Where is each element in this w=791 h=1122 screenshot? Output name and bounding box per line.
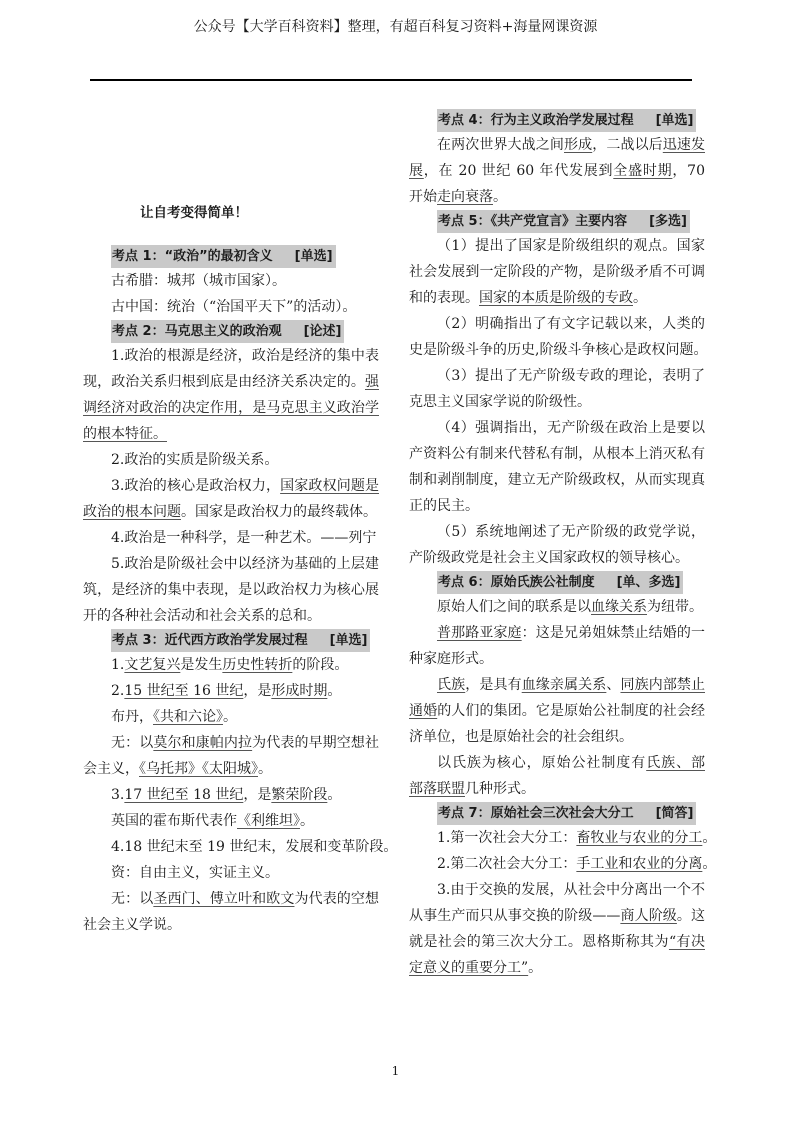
text-segment: 5.政治是阶级社会中以经济为基础的上层建 — [111, 556, 379, 572]
text-segment: 和的表现。 — [409, 290, 479, 306]
section-heading — [409, 802, 705, 825]
heading-highlight — [111, 245, 336, 268]
heading-label: 考点 3：近代西方政治学发展过程 — [112, 633, 308, 648]
text-line — [409, 259, 705, 285]
text-segment: 英国的霍布斯代表作 — [111, 813, 237, 829]
text-line — [409, 441, 705, 467]
underlined-key-point: 形成 — [564, 137, 593, 153]
text-segment: 。 — [633, 290, 647, 306]
underlined-key-point: 形成时期 — [271, 683, 328, 699]
underlined-key-point: 文艺复兴 — [124, 657, 181, 673]
text-segment: 的阶段。 — [292, 657, 349, 673]
page-number: 1 — [391, 1064, 400, 1078]
text-line — [83, 577, 379, 603]
text-segment: 社会主义学说。 — [83, 917, 181, 933]
text-line — [83, 268, 379, 294]
text-segment: 。 — [327, 787, 342, 803]
underlined-key-point: 全盛时期 — [613, 163, 673, 179]
underlined-key-point: 手工业和农业的分离 — [576, 856, 703, 872]
text-segment: 济单位，也是原始社会的社会组织。 — [409, 729, 633, 745]
text-line — [83, 730, 379, 756]
text-line — [409, 363, 705, 389]
text-line — [409, 545, 705, 571]
text-segment: （3）提出了无产阶级专政的理论，表明了 — [437, 368, 705, 384]
section-heading — [409, 109, 705, 132]
text-segment: 制和剥削制度，建立无产阶级政权，从而实现真 — [409, 472, 705, 488]
text-line — [409, 337, 708, 363]
text-segment: 的人们的集团。它是原始公社制度的社会经 — [437, 703, 705, 719]
underlined-key-point: 17 世纪至 18 世纪 — [124, 787, 244, 803]
text-line — [409, 672, 705, 698]
underlined-key-point: 繁荣阶段 — [271, 787, 328, 803]
heading-label: 考点 2：马克思主义的政治观 — [112, 324, 282, 339]
text-line — [409, 389, 705, 415]
question-type-tag: [单选] — [329, 633, 368, 648]
underlined-key-point: 普那路亚家庭 — [437, 625, 522, 641]
underlined-key-point: 商人阶级 — [620, 908, 677, 924]
text-line — [83, 886, 379, 912]
text-segment: ，70 — [672, 163, 705, 179]
underlined-key-point: 莫尔和康帕内拉 — [153, 735, 253, 751]
text-segment: 。 — [223, 709, 237, 725]
text-line — [409, 594, 705, 620]
question-type-tag: [简答] — [655, 806, 694, 821]
heading-highlight — [437, 802, 696, 825]
text-segment: （1）提出了国家是阶级组织的观点。国家 — [437, 238, 705, 254]
question-type-tag: [单选] — [655, 113, 694, 128]
underlined-key-point: 《乌托邦》《太阳城》 — [139, 761, 258, 777]
question-type-tag: [单、多选] — [616, 575, 681, 590]
underlined-key-point: 氏族 — [437, 677, 466, 693]
text-line — [83, 294, 379, 320]
text-line — [409, 493, 705, 519]
text-segment: 3. — [111, 787, 125, 803]
text-segment: 社会发展到一定阶段的产物，是阶级矛盾不可调 — [409, 264, 705, 280]
underlined-key-point: 15 世纪至 16 世纪 — [124, 683, 244, 699]
heading-highlight — [437, 109, 696, 132]
text-line — [409, 776, 705, 802]
text-segment: ，是 — [243, 683, 272, 699]
text-segment: 就是社会的第三次大分工。恩格斯称其为 — [409, 934, 669, 950]
text-segment: 。 — [702, 830, 717, 846]
text-segment: 。 — [300, 813, 314, 829]
text-segment: 2. — [111, 683, 125, 699]
text-segment: 会主义， — [83, 761, 139, 777]
text-segment: ，是 — [243, 787, 272, 803]
text-segment: 3.由于交换的发展，从社会中分离出一个不 — [437, 882, 705, 898]
text-segment: （5）系统地阐述了无产阶级的政党学说， — [437, 524, 705, 540]
text-segment: ，在 20 世纪 60 年代发展到 — [423, 163, 614, 179]
text-segment: 2.第二次社会大分工： — [437, 856, 577, 872]
text-segment: 为代表的空想 — [294, 891, 379, 907]
heading-highlight — [111, 629, 370, 652]
text-segment: 开始 — [409, 189, 437, 205]
heading-label: 考点 4：行为主义政治学发展过程 — [438, 113, 634, 128]
text-segment: 4.18 世纪末至 19 世纪末，发展和变革阶段。 — [111, 839, 398, 855]
text-segment: 筑，是经济的集中表现，是以政治权力为核心展 — [83, 582, 379, 598]
heading-highlight — [437, 210, 690, 233]
text-segment: 克思主义国家学说的阶级性。 — [409, 394, 591, 410]
text-line — [83, 525, 379, 551]
text-line — [83, 395, 379, 421]
text-line — [83, 756, 379, 782]
text-line — [409, 132, 705, 158]
text-segment: 开的各种社会活动和社会关系的总和。 — [83, 608, 321, 624]
text-segment: 4.政治是一种科学，是一种艺术。——列宁 — [111, 530, 377, 546]
text-line — [409, 929, 705, 955]
underlined-key-point: 的根本特征。 — [83, 426, 167, 442]
text-line — [83, 808, 379, 834]
underlined-key-point: 展 — [409, 163, 424, 179]
text-line — [409, 698, 705, 724]
text-segment: 产阶级政党是社会主义国家政权的领导核心。 — [409, 550, 689, 566]
text-line — [83, 834, 398, 860]
text-line — [409, 620, 705, 646]
underlined-key-point: 畜牧业与农业的分工 — [576, 830, 703, 846]
text-segment: 为代表的早期空想社 — [252, 735, 379, 751]
underlined-key-point: 血缘亲属关系 — [521, 677, 607, 693]
text-line — [83, 912, 379, 938]
left-column — [83, 245, 398, 938]
text-line — [83, 447, 379, 473]
text-segment: 现，政治关系归根到底是由经济关系决定的。 — [83, 374, 365, 390]
right-column — [409, 109, 717, 981]
underlined-key-point: 强 — [365, 374, 379, 390]
question-type-tag: [单选] — [294, 249, 333, 264]
text-segment: 。 — [327, 683, 342, 699]
heading-label: 考点 1：“政治”的最初含义 — [112, 249, 273, 264]
underlined-key-point: 国家的本质是阶级的专政 — [479, 290, 633, 306]
text-segment: 1.第一次社会大分工： — [437, 830, 577, 846]
text-segment: 无：以 — [111, 891, 154, 907]
heading-label: 考点 6：原始氏族公社制度 — [438, 575, 595, 590]
text-line — [83, 499, 379, 525]
section-heading — [83, 629, 379, 652]
text-line — [409, 415, 705, 441]
underlined-key-point: 走向衰落 — [437, 189, 493, 205]
text-line — [83, 603, 379, 629]
section-heading — [409, 571, 705, 594]
text-segment: 。这 — [676, 908, 705, 924]
text-line — [409, 955, 705, 981]
text-line — [409, 646, 705, 672]
text-segment: 、 — [606, 677, 621, 693]
text-line — [409, 467, 705, 493]
text-segment: 为纽带。 — [647, 599, 703, 615]
text-segment: ：这是兄弟姐妹禁止结婚的一 — [521, 625, 705, 641]
section-heading — [83, 320, 379, 343]
text-segment: 无：以 — [111, 735, 154, 751]
text-line — [83, 473, 379, 499]
underlined-key-point: 部落联盟 — [409, 781, 465, 797]
underlined-key-point: 历史性转折 — [222, 657, 293, 673]
text-segment: 几种形式。 — [465, 781, 535, 797]
slogan: 让自考变得简单！ — [140, 205, 248, 221]
text-segment: 。 — [702, 856, 717, 872]
question-type-tag: [论述] — [303, 324, 342, 339]
text-segment: ，二战以后 — [592, 137, 663, 153]
text-line — [409, 233, 705, 259]
text-line — [409, 903, 705, 929]
text-segment: 史是阶级斗争的历史,阶级斗争核心是政权问题。 — [409, 342, 708, 358]
question-type-tag: [多选] — [649, 214, 687, 229]
text-segment: 1. — [111, 657, 125, 673]
heading-label: 考点 5：《共产党宣言》主要内容 — [438, 214, 628, 229]
page-header: 公众号【大学百科资料】整理，有超百科复习资料+海量网课资源 — [193, 19, 598, 35]
text-line — [409, 311, 705, 337]
text-segment: 以氏族为核心，原始公社制度有 — [437, 755, 647, 771]
text-line — [409, 724, 705, 750]
text-segment: 1.政治的根源是经济，政治是经济的集中表 — [111, 348, 379, 364]
underlined-key-point: 定意义的重要分工” — [409, 960, 529, 976]
text-segment: 古中国：统治（“治国平天下”的活动）。 — [111, 299, 357, 315]
text-line — [83, 652, 379, 678]
text-line — [83, 551, 379, 577]
text-segment: 资：自由主义，实证主义。 — [111, 865, 279, 881]
text-line — [83, 704, 379, 730]
text-line — [83, 369, 379, 395]
text-line — [83, 678, 379, 704]
text-line — [409, 184, 705, 210]
text-segment: （2）明确指出了有文字记载以来，人类的 — [437, 316, 705, 332]
heading-label: 考点 7：原始社会三次社会大分工 — [438, 806, 634, 821]
underlined-key-point: 氏族、部 — [646, 755, 705, 771]
text-line — [83, 860, 379, 886]
text-segment: 在两次世界大战之间 — [437, 137, 564, 153]
text-segment: 。 — [493, 189, 507, 205]
text-line — [409, 851, 717, 877]
text-line — [409, 285, 705, 311]
text-segment: 从事生产而只从事交换的阶级—— — [409, 908, 621, 924]
text-line — [409, 158, 705, 184]
text-line — [409, 519, 705, 545]
text-segment: 是发生 — [180, 657, 223, 673]
text-segment: 产资料公有制来代替私有制，从根本上消灭私有 — [409, 446, 705, 462]
text-segment: ，是具有 — [465, 677, 522, 693]
text-segment: 布丹， — [111, 709, 153, 725]
section-heading — [83, 245, 379, 268]
underlined-key-point: 圣西门、傅立叶和欧文 — [153, 891, 295, 907]
text-segment: 。 — [528, 960, 543, 976]
text-segment: 正的民主。 — [409, 498, 479, 514]
heading-highlight — [437, 571, 683, 594]
underlined-key-point: 血缘关系 — [591, 599, 647, 615]
header-divider — [90, 79, 692, 81]
text-segment: 3.政治的核心是政治权力， — [111, 478, 281, 494]
text-segment: 古希腊：城邦（城市国家）。 — [111, 273, 286, 289]
text-segment: 。国家是政治权力的最终载体。 — [181, 504, 377, 520]
heading-highlight — [111, 320, 344, 343]
underlined-key-point: 调经济对政治的决定作用，是马克思主义政治学 — [83, 400, 379, 416]
underlined-key-point: “有决 — [668, 934, 705, 950]
text-segment: 原始人们之间的联系是以 — [437, 599, 591, 615]
text-line — [409, 825, 717, 851]
text-line — [409, 750, 705, 776]
underlined-key-point: 《利维坦》 — [237, 813, 300, 829]
underlined-key-point: 同族内部禁止 — [620, 677, 705, 693]
underlined-key-point: 政治的根本问题 — [83, 504, 181, 520]
section-heading — [409, 210, 705, 233]
text-segment: （4）强调指出，无产阶级在政治上是要以 — [437, 420, 705, 436]
text-line — [409, 877, 705, 903]
underlined-key-point: 国家政权问题是 — [280, 478, 379, 494]
text-line — [83, 782, 379, 808]
text-segment: 2.政治的实质是阶级关系。 — [111, 452, 279, 468]
underlined-key-point: 通婚 — [409, 703, 438, 719]
text-segment: 。 — [258, 761, 272, 777]
underlined-key-point: 迅速发 — [662, 137, 705, 153]
text-line — [83, 343, 379, 369]
underlined-key-point: 《共和六论》 — [153, 709, 223, 725]
text-line — [83, 421, 379, 447]
text-segment: 种家庭形式。 — [409, 651, 493, 667]
